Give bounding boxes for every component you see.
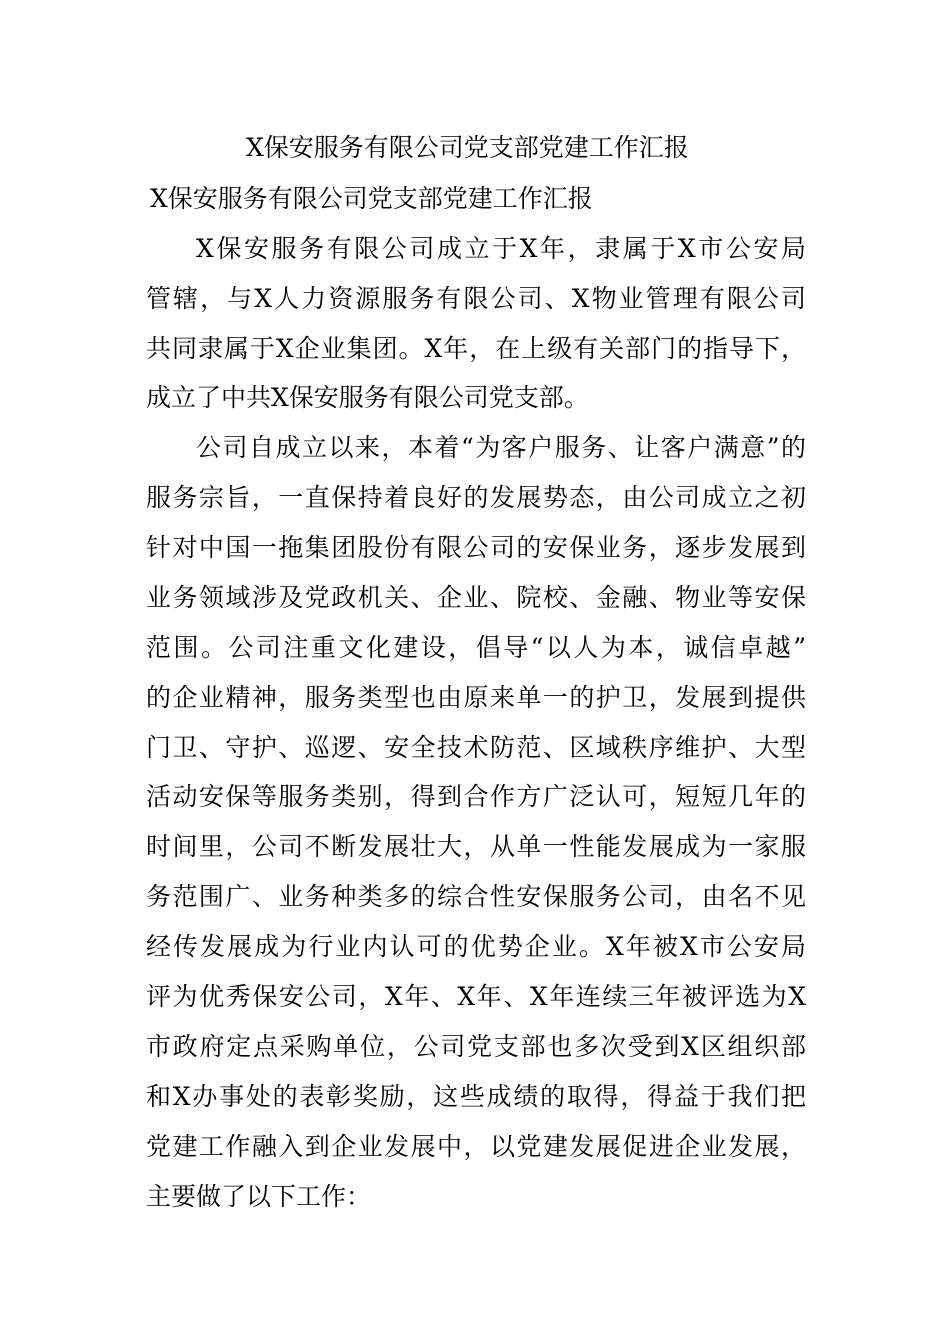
paragraph-line: 主要做了以下工作： xyxy=(146,1182,372,1211)
paragraph-line: 经传发展成为行业内认可的优势企业。X年被X市公安局 xyxy=(146,932,806,961)
paragraph-line: 市政府定点采购单位，公司党支部也多次受到X区组织部 xyxy=(146,1032,806,1061)
document-title: X保安服务有限公司党支部党建工作汇报 xyxy=(246,133,689,162)
paragraph-line: 活动安保等服务类别，得到合作方广泛认可，短短几年的 xyxy=(146,782,806,811)
paragraph-line: 时间里，公司不断发展壮大，从单一性能发展成为一家服 xyxy=(146,832,806,861)
paragraph-line: 针对中国一拖集团股份有限公司的安保业务，逐步发展到 xyxy=(146,533,806,562)
paragraph-line: 门卫、守护、巡逻、安全技术防范、区域秩序维护、大型 xyxy=(146,733,806,762)
paragraph-line: 范围。公司注重文化建设，倡导“以人为本，诚信卓越” xyxy=(146,633,806,662)
paragraph-line: X保安服务有限公司成立于X年，隶属于X市公安局 xyxy=(196,234,806,263)
paragraph-line: 公司自成立以来，本着“为客户服务、让客户满意”的 xyxy=(196,433,806,462)
paragraph-line: 评为优秀保安公司，X年、X年、X年连续三年被评选为X xyxy=(146,982,806,1011)
paragraph-line: 党建工作融入到企业发展中，以党建发展促进企业发展， xyxy=(146,1132,806,1161)
paragraph-line: 共同隶属于X企业集团。X年，在上级有关部门的指导下， xyxy=(146,334,806,363)
paragraph-line: 的企业精神，服务类型也由原来单一的护卫，发展到提供 xyxy=(146,683,806,712)
paragraph-line: 管辖，与X人力资源服务有限公司、X物业管理有限公司 xyxy=(146,284,806,313)
paragraph-line: 和X办事处的表彰奖励，这些成绩的取得，得益于我们把 xyxy=(146,1082,806,1111)
paragraph-line: 服务宗旨，一直保持着良好的发展势态，由公司成立之初 xyxy=(146,483,806,512)
paragraph-line: 业务领域涉及党政机关、企业、院校、金融、物业等安保 xyxy=(146,583,806,612)
paragraph-line: 务范围广、业务种类多的综合性安保服务公司，由名不见 xyxy=(146,882,806,911)
document-subtitle: X保安服务有限公司党支部党建工作汇报 xyxy=(150,184,593,213)
paragraph-line: 成立了中共X保安服务有限公司党支部。 xyxy=(146,383,589,412)
